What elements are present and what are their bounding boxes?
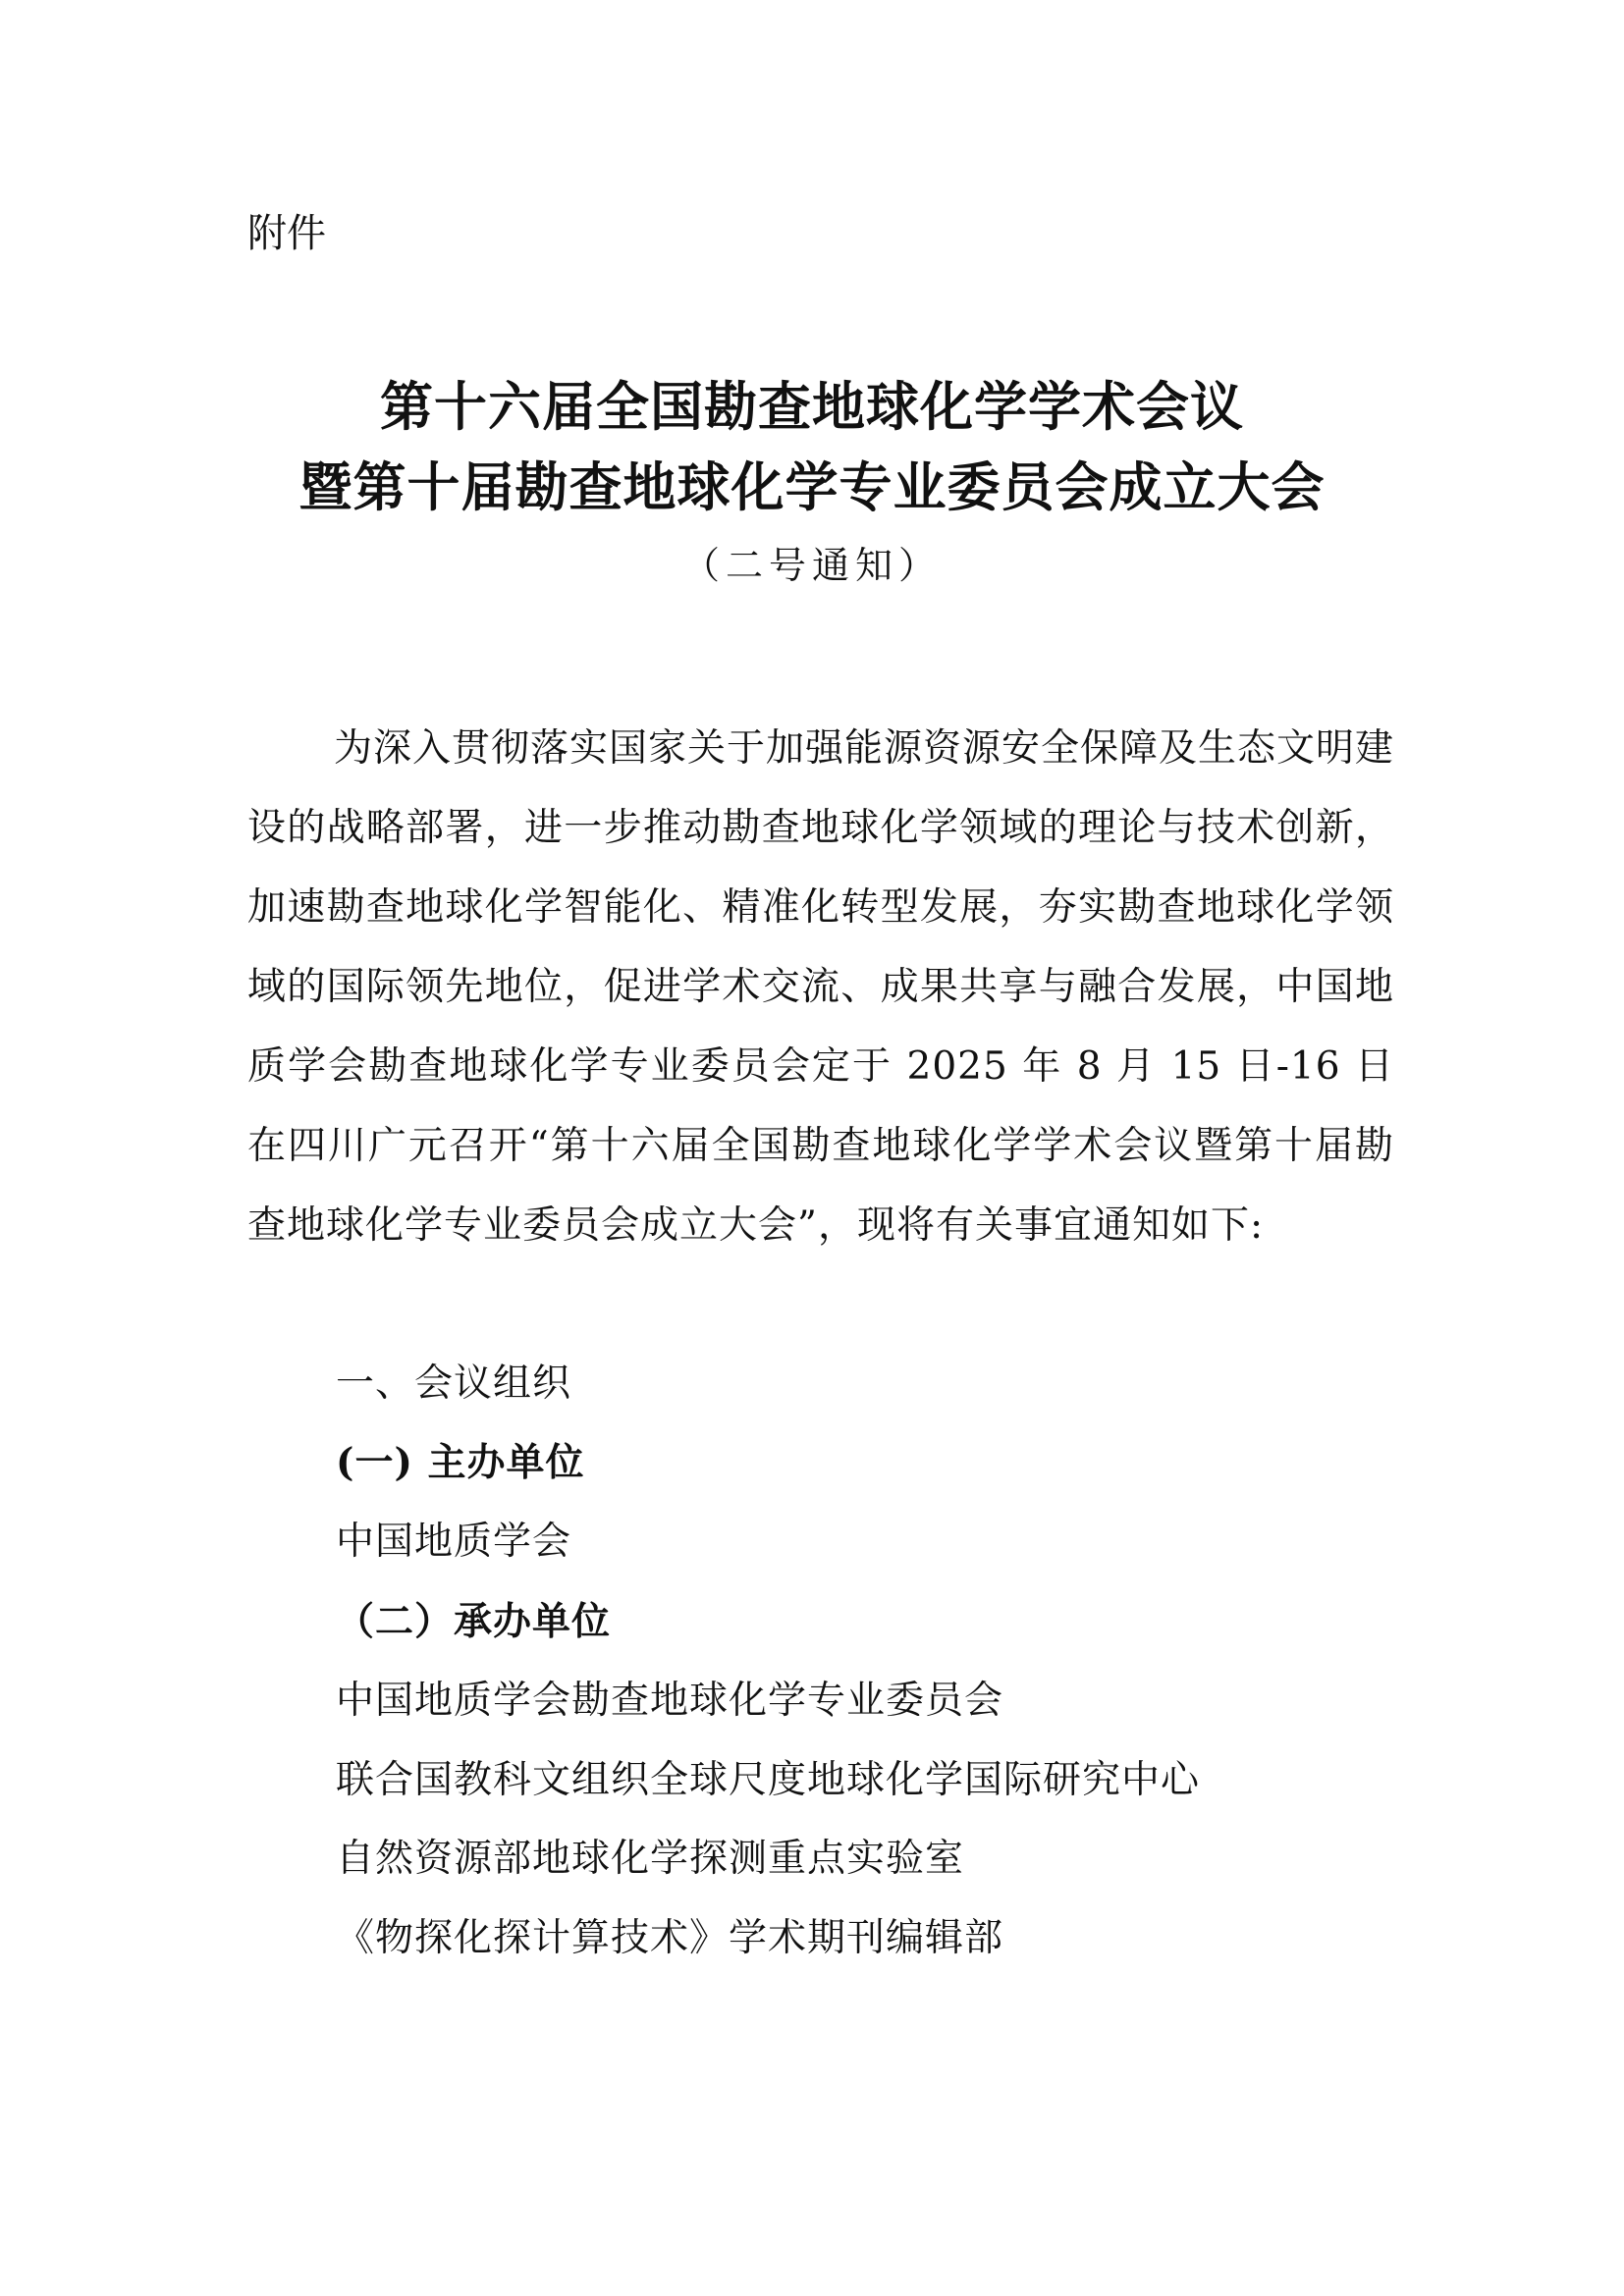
subsection-heading-organizer: （二）承办单位	[336, 1599, 612, 1644]
organizer-item: 中国地质学会勘查地球化学专业委员会	[336, 1679, 1004, 1723]
title-line-1: 第十六届全国勘查地球化学学术会议	[380, 375, 1244, 438]
title-line-2: 暨第十届勘查地球化学专业委员会成立大会	[298, 455, 1326, 518]
notice-number: （二号通知）	[681, 544, 942, 587]
intro-paragraph: 为深入贯彻落实国家关于加强能源资源安全保障及生态文明建设的战略部署，进一步推动勘查地球化学领域的理论与技术创新，加速勘查地球化学智能化、精准化转型发展，夯实勘查地球化学领域的国际领先地位，促进学术交流、成果共享与融合发展，中国地质学会勘查地球化学专业委员会定于 2025 年 8 月 15 日-16 日在四川广元召开“第十六届全国勘查地球化学学术会议暨第十届勘查地球化学专业委员会成立大会”，现将有关事宜通知如下:	[247, 726, 1395, 1248]
organizer-item: 《物探化探计算技术》学术期刊编辑部	[336, 1916, 1004, 1960]
attachment-label: 附件	[247, 211, 326, 256]
organizer-item: 联合国教科文组织全球尺度地球化学国际研究中心	[336, 1758, 1201, 1802]
sponsor-item: 中国地质学会	[336, 1520, 572, 1564]
subsection-heading-sponsor: (一) 主办单位	[336, 1440, 585, 1485]
organizer-item: 自然资源部地球化学探测重点实验室	[336, 1837, 965, 1881]
section-heading-organization: 一、会议组织	[336, 1362, 572, 1406]
